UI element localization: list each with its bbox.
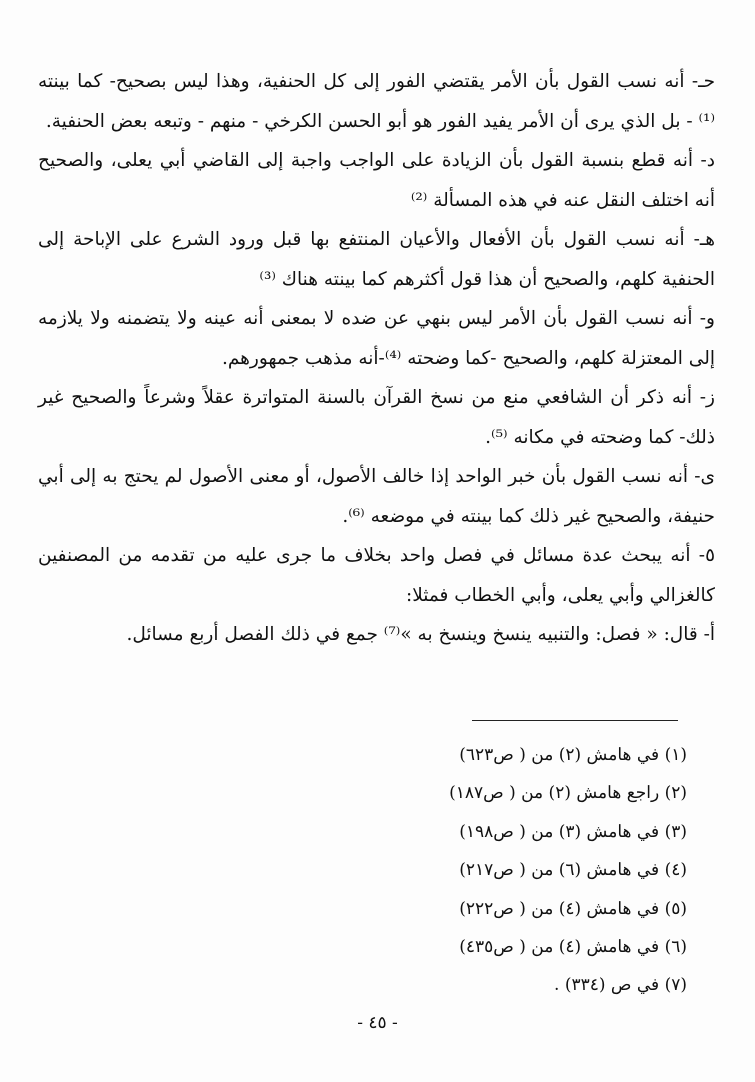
footnote-7: (٧) في ص (٣٣٤) . — [554, 975, 687, 996]
paragraph-zay: ز- أنه ذكر أن الشافعي منع من نسخ القرآن بالسنة المتواترة عقلاً وشرعاً والصحيح غير ذلك- كما وضحته في مكانه ⁽⁵⁾. — [38, 387, 715, 448]
footnote-divider — [472, 720, 678, 721]
footnote-4: (٤) في هامش (٦) من ( ص٢١٧) — [459, 860, 687, 881]
paragraph-waw: و- أنه نسب القول بأن الأمر ليس بنهي عن ضده لا بمعنى أنه عينه ولا يتضمنه ولا يلازمه إلى المعتزلة كلهم، والصحيح -كما وضحته ⁽⁴⁾-أنه مذهب جمهورهم. — [38, 308, 715, 369]
paragraph-haa: هـ- أنه نسب القول بأن الأفعال والأعيان المنتفع بها قبل ورود الشرع على الإباحة إلى الحنفية كلهم، والصحيح أن هذا قول أكثرهم كما بينته هناك ⁽³⁾ — [38, 229, 715, 290]
footnote-6: (٦) في هامش (٤) من ( ص٤٣٥) — [459, 937, 687, 958]
page-number: - ٤٥ - — [357, 1013, 398, 1033]
footnote-2: (٢) راجع هامش (٢) من ( ص١٨٧) — [449, 783, 687, 804]
footnote-3: (٣) في هامش (٣) من ( ص١٩٨) — [459, 821, 687, 842]
paragraph-point-5: ٥- أنه يبحث عدة مسائل في فصل واحد بخلاف ما جرى عليه من تقدمه من المصنفين كالغزالي وأبي يعلى، وأبي الخطاب فمثلا: — [38, 545, 715, 606]
footnotes-list — [267, 736, 687, 1005]
footnote-1: (١) في هامش (٢) من ( ص٦٢٣) — [459, 745, 687, 765]
paragraph-ha: حـ- أنه نسب القول بأن الأمر يقتضي الفور إلى كل الحنفية، وهذا ليس بصحيح- كما بينته ⁽¹⁾ - بل الذي يرى أن الأمر يفيد الفور هو أبو الحسن الكرخي - منهم - وتبعه بعض الحنفية. — [38, 71, 715, 132]
paragraph-ya: ى- أنه نسب القول بأن خبر الواحد إذا خالف الأصول، أو معنى الأصول لم يحتج به إلى أبي حنيفة، والصحيح غير ذلك كما بينته في موضعه ⁽⁶⁾. — [38, 466, 715, 527]
footnote-5: (٥) في هامش (٤) من ( ص٢٢٢) — [459, 898, 687, 919]
body-text — [38, 62, 715, 655]
paragraph-dal: د- أنه قطع بنسبة القول بأن الزيادة على الواجب واجبة إلى القاضي أبي يعلى، والصحيح أنه اختلف النقل عنه في هذه المسألة ⁽²⁾ — [38, 150, 715, 211]
paragraph-alif: أ- قال: « فصل: والتنبيه ينسخ وينسخ به »⁽⁷⁾ جمع في ذلك الفصل أربع مسائل. — [126, 624, 715, 645]
